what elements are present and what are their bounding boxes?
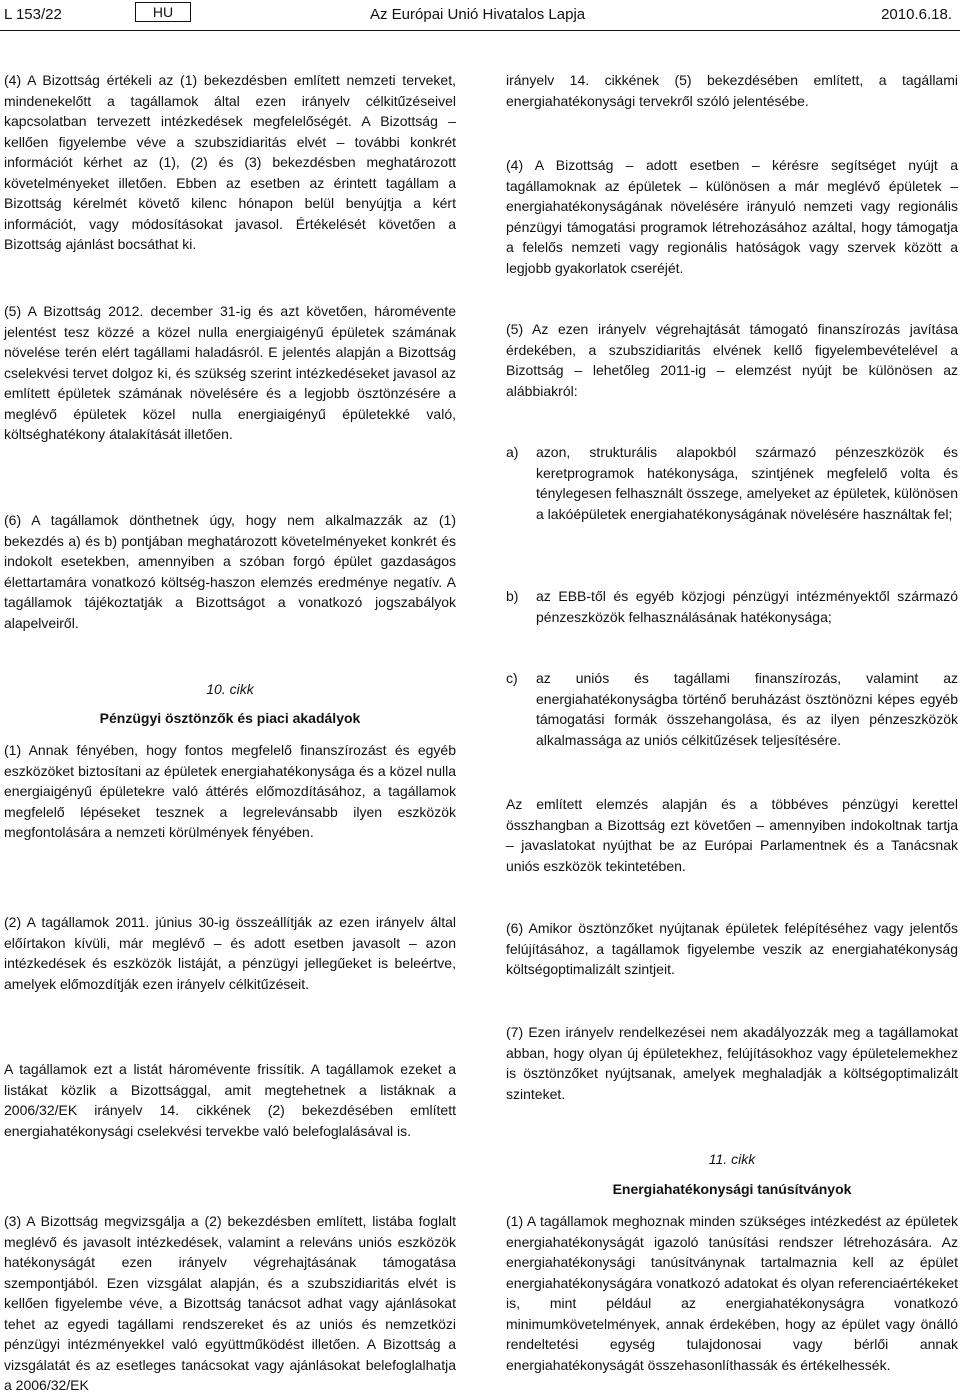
language-code-box: HU	[135, 2, 191, 22]
article-11-number: 11. cikk	[708, 1151, 756, 1167]
list-item-c	[506, 668, 958, 750]
list-item-b	[506, 586, 958, 627]
article-10-paragraph-2: (2) A tagállamok 2011. június 30-ig összeállítják az ezen irányelv által előírtakon kívüli, már meglévő – és adott esetben javasolt – azon intézkedések és eszközök listáját, a pénzügyi jellegűeket is beleértve, amelyek előmozdítják ezen irányelv célkitűzéseit.	[4, 914, 456, 992]
list-item-a-text: azon, strukturális alapokból származó pénzeszközök és keretprogramok hatékonysága, szintjének megfelelő volta és ténylegesen felhasznált összege, amelyeket az épületek, különösen a lakóépületek energiahatékonyságának növelésére használtak fel;	[536, 444, 958, 522]
article-10-paragraph-5: (5) Az ezen irányelv végrehajtását támogató finanszírozás javítása érdekében, a szubszidiaritás elvének kellő figyelembevételével a Bizottság – lehetőleg 2011-ig – elemzést nyújt be különösen az alábbiakról:	[506, 321, 958, 399]
list-item-b-text: az EBB-től és egyéb közjogi pénzügyi intézményektől származó pénzeszközök felhasználásának hatékonysága;	[536, 588, 958, 625]
article-10-paragraph-7: (7) Ezen irányelv rendelkezései nem akadályozzák meg a tagállamokat abban, hogy olyan új épületekhez, felújításokhoz vagy épületelemekhez is ösztönzőket nyújtsanak, amelyek meghaladják a költségoptimalizált szinteket.	[506, 1024, 958, 1102]
list-item-c-text: az uniós és tagállami finanszírozás, valamint az energiahatékonyságba történő beruházást ösztönözni képes egyéb támogatási formák összehangolása, és az ilyen pénzeszközök alkalmassága az uniós célkitűzések teljesítésére.	[536, 670, 958, 748]
list-item-a-label: a)	[506, 444, 519, 460]
header-rule	[0, 30, 960, 31]
page-reference: L 153/22	[4, 6, 62, 23]
left-paragraph-4: (4) A Bizottság értékeli az (1) bekezdésben említett nemzeti terveket, mindenekelőtt a tagállamok által ezen irányelv célkitűzéseivel kapcsolatban tervezett intézkedések megfelelőségét. A Bizottság – kellően figyelembe véve a szubszidiaritás elvét – további konkrét információt kérhet az (1), (2) és (3) bekezdésben meghatározott követelményeket illetően. Ebben az esetben az érintett tagállam a Bizottság kérelmét követő kilenc hónapon belül benyújtja a kért információt, vagy módosításokat javasol. Értékelését követően a Bizottság ajánlást bocsáthat ki.	[4, 72, 456, 252]
article-10-paragraph-3: (3) A Bizottság megvizsgálja a (2) bekezdésben említett, listába foglalt meglévő és javasolt intézkedések, valamint a releváns uniós eszközök hatékonyságát ezen irányelv végrehajtásának támogatása szempontjából. Ezen vizsgálat alapján, és a szubszidiaritás elvét is kellően figyelembe véve, a Bizottság tanácsot adhat vagy ajánlásokat tehet az egyedi tagállami rendszereket és az uniós és nemzetközi pénzügyi intézményekkel való együttműködést illetően. A Bizottság a vizsgálatát és az esetleges tanácsokat vagy ajánlásokat belefoglalhatja a 2006/32/EK	[4, 1213, 456, 1393]
list-item-c-label: c)	[506, 670, 518, 686]
list-item-b-label: b)	[506, 588, 519, 604]
list-item-a	[506, 442, 958, 524]
article-10-title: Pénzügyi ösztönzők és piaci akadályok	[99, 710, 361, 726]
left-paragraph-6: (6) A tagállamok dönthetnek úgy, hogy nem alkalmazzák az (1) bekezdés a) és b) pontjában meghatározott követelményeket konkrét és indokolt esetekben, amennyiben a szóban forgó épület gazdaságos élettartamára vonatkozó költség-haszon elemzés eredménye negatív. A tagállamok tájékoztatják a Bizottságot a vonatkozó jogszabályok alapelveiről.	[4, 512, 456, 631]
article-10-paragraph-2-continued: A tagállamok ezt a listát háromévente frissítik. A tagállamok ezeket a listákat közlik a Bizottsággal, amit megtehetnek a listáknak a 2006/32/EK irányelv 14. cikkének (2) bekezdésében említett energiahatékonysági cselekvési tervekbe való belefoglalásával is.	[4, 1061, 456, 1139]
article-10-paragraph-5-continued: Az említett elemzés alapján és a többéves pénzügyi kerettel összhangban a Bizottság ezt követően – amennyiben indokoltnak tartja – javaslatokat nyújthat be az Európai Parlamentnek és a Tanácsnak uniós eszközök tekintetében.	[506, 796, 958, 874]
article-11-title: Energiahatékonysági tanúsítványok	[612, 1181, 852, 1197]
right-paragraph-continued: irányelv 14. cikkének (5) bekezdésében említett, a tagállami energiahatékonysági tervekről szóló jelentésébe.	[506, 72, 958, 109]
journal-title: Az Európai Unió Hivatalos Lapja	[370, 6, 586, 23]
article-10-number: 10. cikk	[206, 681, 254, 697]
article-10-paragraph-4: (4) A Bizottság – adott esetben – kérésre segítséget nyújt a tagállamoknak az épületek – különösen a már meglévő épületek – energiahatékonyságának növelésére irányuló nemzeti vagy regionális pénzügyi támogatási programok létrehozásához azáltal, hogy támogatja a felelős nemzeti vagy regionális hatóságok vagy szervek között a legjobb gyakorlatok cseréjét.	[506, 157, 958, 276]
article-10-paragraph-1: (1) Annak fényében, hogy fontos megfelelő finanszírozást és egyéb eszközöket biztosítani az épületek energiahatékonysága és a közel nulla energiaigényű épületekre való áttérés előmozdításához, a tagállamok megfelelő lépéseket tesznek a legrelevánsabb ilyen eszközök megfontolására a nemzeti körülmények fényében.	[4, 742, 456, 840]
publication-date: 2010.6.18.	[881, 6, 952, 23]
page-header	[0, 0, 960, 28]
left-paragraph-5: (5) A Bizottság 2012. december 31-ig és azt követően, háromévente jelentést tesz közzé a közel nulla energiaigényű épületek számának növelése terén elért tagállami haladásról. E jelentés alapján a Bizottság cselekvési tervet dolgoz ki, és szükség szerint intézkedéseket javasol az említett épületek számának növelésére és a legjobb ösztönzésére a meglévő épületek közel nulla energiaigényű épületekké való, költséghatékony átalakítását illetően.	[4, 303, 456, 442]
article-11-paragraph-1: (1) A tagállamok meghoznak minden szükséges intézkedést az épületek energiahatékonyságát igazoló tanúsítási rendszer létrehozására. Az energiahatékonysági tanúsítványnak tartalmaznia kell az épület energiahatékonyságára vonatkozó adatokat és olyan referenciaértékeket is, mint például az energiahatékonyságra vonatkozó minimumkövetelmények, annak érdekében, hogy az épület vagy önálló rendeltetési egység tulajdonosai vagy bérlői annak energiahatékonyságát összehasonlíthassák és értékelhessék.	[506, 1213, 958, 1373]
article-10-paragraph-6: (6) Amikor ösztönzőket nyújtanak épületek felépítéséhez vagy jelentős felújításához, a tagállamok figyelembe veszik az energiahatékonyság költségoptimalizált szintjeit.	[506, 920, 958, 977]
